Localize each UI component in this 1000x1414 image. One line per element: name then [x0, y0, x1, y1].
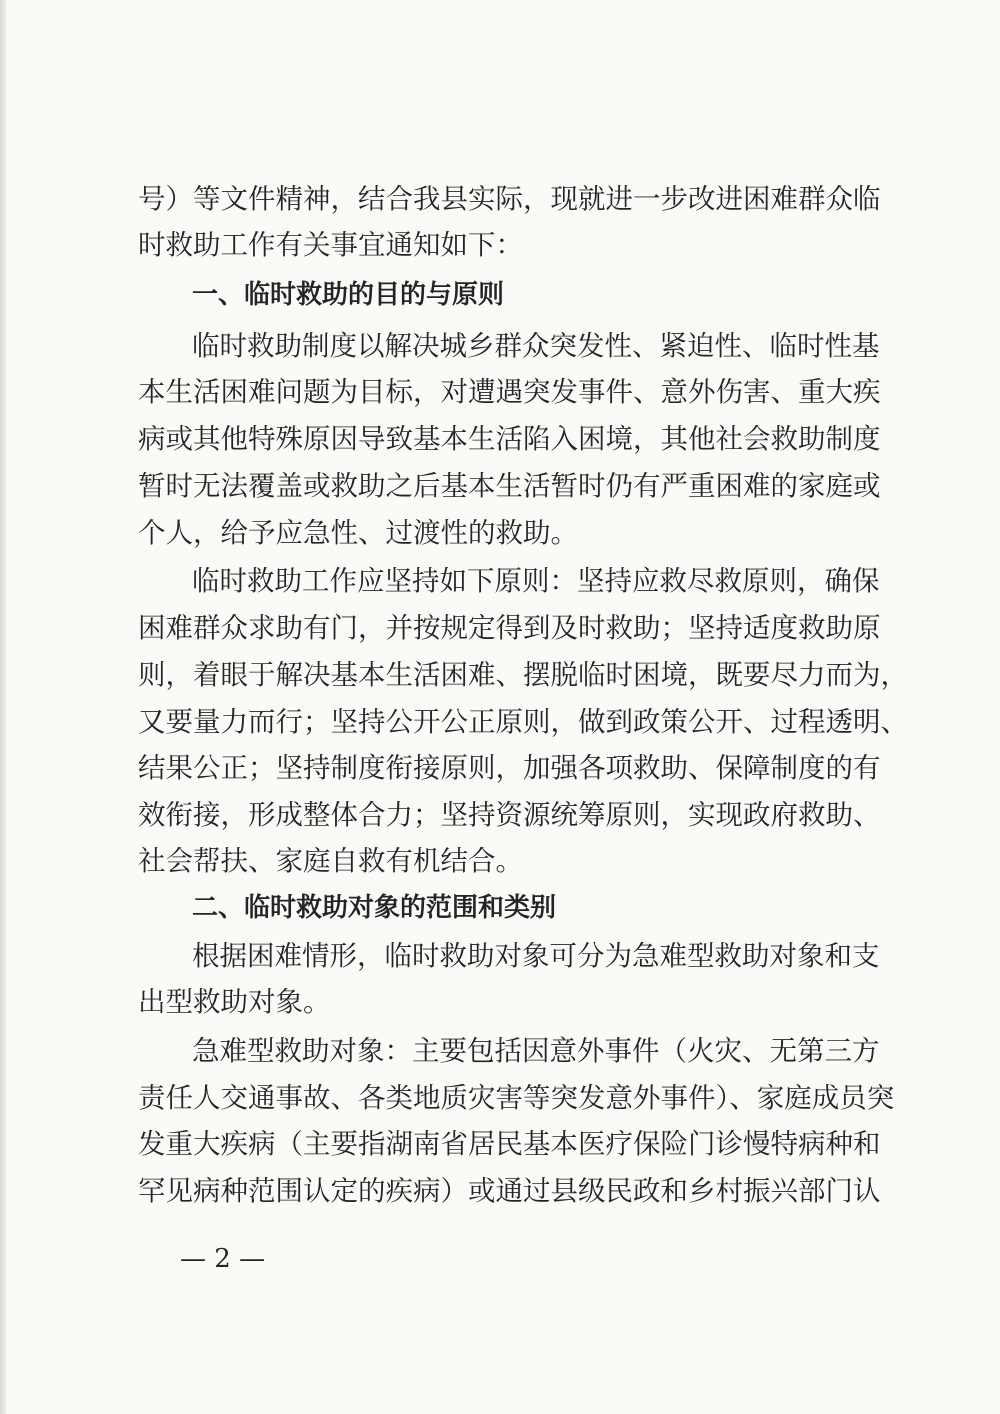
body-line: 发重大疾病（主要指湖南省居民基本医疗保险门诊慢特病种和	[138, 1128, 881, 1160]
body-line: 临时救助制度以解决城乡群众突发性、紧迫性、临时性基	[192, 330, 880, 362]
body-line: 出型救助对象。	[138, 986, 331, 1018]
body-line: 本生活困难问题为目标，对遭遇突发事件、意外伤害、重大疾	[138, 376, 881, 408]
page-number: — 2 —	[180, 1244, 266, 1274]
section-heading-1: 一、临时救助的目的与原则	[192, 280, 505, 310]
body-line: 号）等文件精神，结合我县实际，现就进一步改进困难群众临	[138, 183, 881, 215]
section-heading-2: 二、临时救助对象的范围和类别	[192, 893, 557, 923]
body-line: 结果公正；坚持制度衔接原则，加强各项救助、保障制度的有	[138, 752, 881, 784]
body-line: 效衔接，形成整体合力；坚持资源统筹原则，实现政府救助、	[138, 799, 881, 831]
body-line: 罕见病种范围认定的疾病）或通过县级民政和乡村振兴部门认	[138, 1175, 881, 1207]
body-line: 困难群众求助有门，并按规定得到及时救助；坚持适度救助原	[138, 612, 881, 644]
body-line: 临时救助工作应坚持如下原则：坚持应救尽救原则，确保	[192, 565, 880, 597]
body-line: 时救助工作有关事宜通知如下：	[138, 229, 523, 261]
body-line: 责任人交通事故、各类地质灾害等突发意外事件）、家庭成员突	[138, 1082, 895, 1114]
body-line: 则，着眼于解决基本生活困难、摆脱临时困境，既要尽力而为，	[138, 659, 908, 691]
body-line: 社会帮扶、家庭自救有机结合。	[138, 845, 523, 877]
body-line: 病或其他特殊原因导致基本生活陷入困境，其他社会救助制度	[138, 423, 881, 455]
body-line: 又要量力而行；坚持公开公正原则，做到政策公开、过程透明、	[138, 706, 908, 738]
body-line: 暂时无法覆盖或救助之后基本生活暂时仍有严重困难的家庭或	[138, 470, 881, 502]
body-line: 根据困难情形，临时救助对象可分为急难型救助对象和支	[192, 940, 880, 972]
body-line: 急难型救助对象：主要包括因意外事件（火灾、无第三方	[192, 1035, 880, 1067]
body-line: 个人，给予应急性、过渡性的救助。	[138, 517, 578, 549]
